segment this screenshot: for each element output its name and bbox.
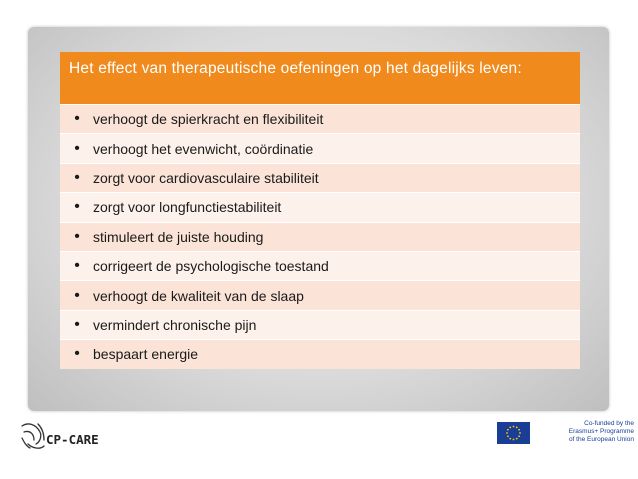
eu-star-icon [518,429,520,431]
table-header-text: Het effect van therapeutische oefeningen op het dagelijks leven: [69,60,522,77]
bullet-icon: • [74,345,80,363]
bullet-icon: • [74,286,80,304]
eu-star-icon [507,435,509,437]
bullet-icon: • [74,227,80,245]
table-row [60,133,580,162]
eu-flag-icon [497,422,530,444]
table-row [60,310,580,339]
row-text: verhoogt de spierkracht en flexibiliteit [93,111,324,128]
eu-star-icon [516,438,518,440]
row-text: zorgt voor longfunctiestabiliteit [93,199,282,216]
table-row [60,251,580,280]
effects-table [60,52,580,369]
eu-line: of the European Union [568,436,634,443]
bullet-icon: • [74,139,80,157]
bullet-icon: • [74,315,80,333]
eu-line: Erasmus+ Programme [568,428,634,435]
eu-star-icon [506,432,508,434]
row-text: corrigeert de psychologische toestand [93,258,329,275]
row-text: vermindert chronische pijn [93,316,257,333]
bullet-icon: • [74,257,80,275]
eu-line: Co-funded by the [584,420,634,427]
eu-star-icon [513,439,515,441]
eu-star-icon [513,426,515,428]
eu-star-icon [518,435,520,437]
logo-text: CP-CARE [46,432,99,447]
table-row [60,104,580,133]
bullet-icon: • [74,198,80,216]
table-row [60,222,580,251]
table-row [60,163,580,192]
row-text: bespaart energie [93,346,199,363]
table-row [60,339,580,368]
eu-cofunded-text [534,420,634,444]
eu-star-icon [519,432,521,434]
table-header [60,52,580,104]
eu-star-icon [509,438,511,440]
eu-star-icon [516,426,518,428]
bullet-icon: • [74,110,80,128]
table-row [60,192,580,221]
row-text: stimuleert de juiste houding [93,228,264,245]
bullet-icon: • [74,168,80,186]
row-text: verhoogt de kwaliteit van de slaap [93,287,304,304]
row-text: zorgt voor cardiovasculaire stabiliteit [93,169,319,186]
row-text: verhoogt het evenwicht, coördinatie [93,140,314,157]
table-body [60,104,580,369]
eu-star-icon [507,429,509,431]
hands-drawing-icon [22,424,44,448]
table-row [60,280,580,309]
eu-star-icon [509,426,511,428]
